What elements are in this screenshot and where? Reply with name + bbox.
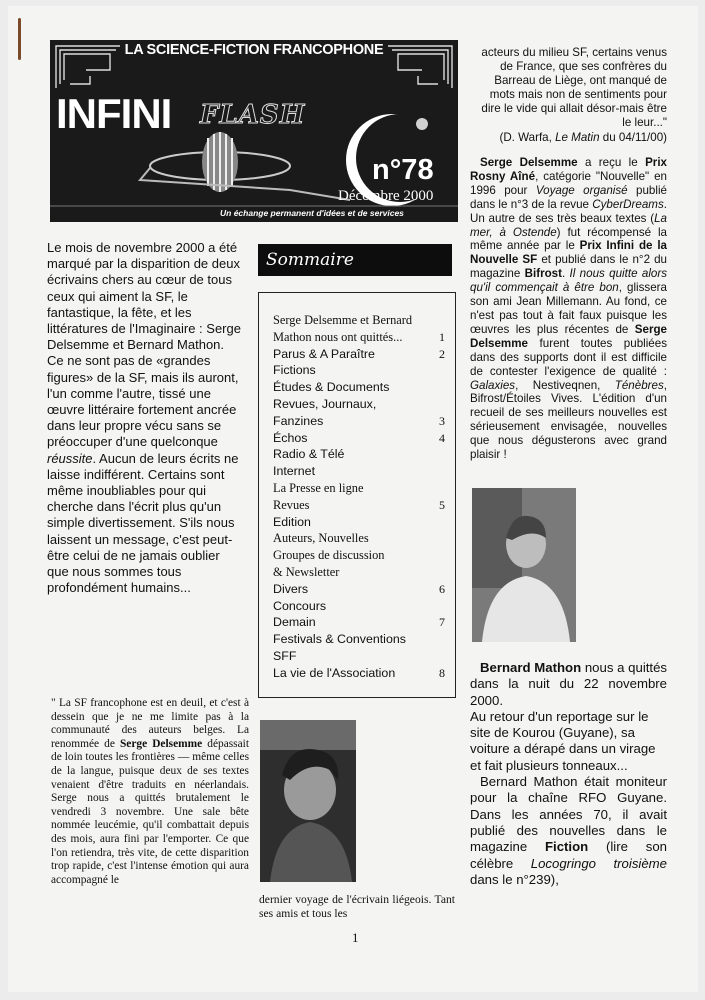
issue-date: Décembre 2000 (338, 188, 434, 204)
toc-label: Internet (273, 464, 316, 479)
toc-label: Parus & A Paraître (273, 346, 375, 361)
magazine-name: Bifrost (524, 267, 562, 281)
page-number: 1 (352, 930, 359, 945)
intro-part-1: Le mois de novembre 2000 a été marqué par la disparition de deux écrivains chers au cœur de tous ceux qui aiment la SF, le fantastique, la fête, et les littératures de l'Imaginaire : Serge Delsemme et Bernard Mathon. Ce ne sont pas de «grandes figures» de la SF, mais ils auront, l'un comme l'autre, tissé une œuvre littéraire fortement ancrée dans leur propre vécu sans se préoccuper d'une quelconque (47, 240, 241, 450)
text-run: nous a quittés dans la nuit du 22 novembre 2000. (470, 660, 667, 708)
toc-label: Radio & Télé (273, 447, 345, 462)
quote-part-1: " La SF francophone est en deuil, et c'est à dessein que je ne me limite pas à la communauté des auteurs belges. La renommée de (51, 697, 249, 750)
toc-item (273, 599, 445, 614)
toc-label: Groupes de discussion (273, 548, 385, 563)
toc-item (273, 548, 445, 563)
text-run: dans le n°239), (470, 871, 559, 887)
toc-item (273, 666, 445, 681)
delsemme-paragraph (470, 156, 667, 462)
quote-paragraph (51, 697, 249, 887)
toc-label: Échos (273, 430, 308, 445)
toc-label: Fanzines (273, 413, 324, 428)
intro-part-2: . Aucun de leurs écrits ne laisse indifférent. Certains sont même inoubliables pour qui cherche dans l'écrit plus qu'un simple divertissement. S'ils nous laissent un message, c'est peut-être celui de ne jamais oublier que nous sommes tous profondément humains... (47, 450, 239, 596)
toc-page: 2 (439, 346, 445, 361)
toc-item (273, 414, 445, 429)
mathon-paragraph-2: Au retour d'un reportage sur le site de Kourou (Guyane), sa voiture a dérapé dans un virage et fait plusieurs tonneaux... (470, 708, 656, 773)
table-of-contents (258, 292, 456, 698)
text-emphasis: Il nous quitte alors qu'il commençait à être bon (470, 267, 667, 295)
masthead-header: LA SCIENCE-FICTION FRANCOPHONE (124, 42, 384, 58)
toc-label: Auteurs, Nouvelles (273, 531, 369, 546)
toc-page: 1 (439, 329, 445, 344)
delsemme-article (470, 156, 667, 462)
text-run: (lire son célèbre (470, 839, 667, 871)
toc-item (273, 464, 445, 479)
mathon-photo (472, 488, 576, 642)
source-newspaper: Le Matin (555, 131, 600, 145)
intro-paragraph (47, 240, 243, 596)
article-name: Serge Delsemme (470, 322, 667, 350)
toc-item (273, 431, 445, 446)
toc-item (273, 615, 445, 630)
toc-label: Études & Documents (273, 380, 390, 395)
intro-text (47, 240, 243, 596)
toc-item (273, 313, 445, 328)
toc-label: Revues, Journaux, (273, 397, 377, 411)
toc-item (273, 447, 445, 462)
toc-label: & Newsletter (273, 565, 340, 579)
text-emphasis: Ténèbres (614, 378, 664, 392)
toc-item (273, 380, 445, 395)
toc-label: Serge Delsemme et Bernard (273, 313, 413, 327)
text-run: . (561, 267, 570, 281)
text-run: . Un autre de ses très beaux textes ( (470, 197, 667, 225)
text-run: publié dans le n°3 de la revue (470, 183, 667, 211)
mathon-article (470, 660, 667, 888)
toc-page: 5 (439, 497, 445, 512)
quote-source (470, 131, 667, 145)
toc-label: Festivals & Conventions (273, 632, 406, 647)
toc-label: Mathon nous ont quittés... (273, 329, 403, 344)
toc-page: 3 (439, 413, 445, 428)
text-run: et publié dans le n°2 du magazine (470, 253, 668, 281)
text-run: a reçu le (577, 156, 646, 169)
portrait-image (260, 720, 356, 882)
toc-page: 4 (439, 430, 445, 445)
text-emphasis: Locogringo troisième (530, 855, 667, 871)
toc-item (273, 498, 445, 513)
source-date: du 04/11/00) (599, 131, 667, 145)
toc-label: Divers (273, 581, 309, 596)
sommaire-heading: Sommaire (258, 244, 452, 276)
toc-item (273, 481, 445, 496)
toc-item (273, 515, 445, 530)
delsemme-photo (260, 720, 356, 882)
masthead (50, 40, 458, 222)
toc-label: Demain (273, 615, 316, 630)
toc-page: 8 (439, 665, 445, 680)
text-run: Bernard Mathon était moniteur pour la chaîne RFO Guyane. Dans les années 70, il avait publié des nouvelles dans le magazine (470, 774, 667, 855)
text-run: , catégorie "Nouvelle" en 1996 pour (470, 169, 667, 197)
warfa-quote (51, 697, 249, 887)
prize-rosny: Prix Rosny Aîné (470, 156, 667, 183)
pen-mark (18, 18, 21, 60)
intro-emphasis: réussite (47, 450, 93, 466)
toc-item (273, 347, 445, 362)
source-pre: (D. Warfa, (499, 131, 556, 145)
toc-item (273, 363, 445, 378)
toc-item (273, 632, 445, 647)
quote-part-2: dépassait de loin toutes les frontières — même celles de la langue, puisque deux de ses textes venaient d'être traduits en néerlandais. Serge nous a quittés brutalement le vendredi 3 novembre. Une sale bête nommée leucémie, qu'il combattait depuis des mois, aura fini par l'emporter. Ce que l'on retiendra, très vite, de cette disparition trop rapide, c'est l'intense émotion qui aura accompagné le (51, 737, 249, 886)
mathon-paragraph-3 (470, 774, 667, 888)
toc-label: SFF (273, 649, 297, 663)
toc-label: La Presse en ligne (273, 481, 364, 495)
toc-label: Fictions (273, 363, 316, 378)
text-run: , Nestiveqnen, (515, 378, 615, 392)
toc-label: La vie de l'Association (273, 665, 396, 680)
text-run: ) fut récompensé la même année par le (470, 225, 668, 253)
text-emphasis: Voyage organisé (535, 183, 628, 197)
toc-label: Revues (273, 497, 310, 512)
toc-page: 7 (439, 615, 445, 630)
toc-label: Edition (273, 514, 311, 529)
toc-item (273, 649, 445, 664)
masthead-tagline: Un échange permanent d'idées et de services (220, 208, 404, 218)
article-name: Serge Delsemme (480, 156, 578, 169)
toc-item (273, 397, 445, 412)
quote-end-text: acteurs du milieu SF, certains venus de France, que ses confrères du Barreau de Liège, ont manqué de mots mais non de sentiments pour dire le vide qui allait désor-mais être le leur..." (481, 46, 667, 129)
text-run: furent toutes publiées dans des supports dont il est difficile de contester l'exigence de qualité : (470, 336, 667, 378)
text-emphasis: La mer, à Ostende (470, 211, 667, 239)
masthead-title: INFINI (56, 90, 172, 137)
text-emphasis: CyberDreams (592, 197, 664, 211)
prize-infini: Prix Infini de la Nouvelle SF (470, 239, 667, 267)
toc-label: Concours (273, 598, 327, 613)
text-run: , Bifrost/Étoiles Vives. L'édition d'un recueil de ses meilleurs nouvelles est sérieusement envisagée, nouvelles que nous dégusterons avec grand plaisir ! (470, 378, 667, 462)
photo-caption: dernier voyage de l'écrivain liégeois. Tant ses amis et tous les (259, 893, 455, 921)
toc-page: 6 (439, 581, 445, 596)
quote-end (470, 46, 667, 145)
article-name: Bernard Mathon (480, 660, 582, 675)
magazine-name: Fiction (544, 839, 589, 855)
toc-item (273, 565, 445, 580)
portrait-image (472, 488, 576, 642)
quote-name: Serge Delsemme (119, 737, 203, 750)
toc-item (273, 582, 445, 597)
text-run: , glissera son ami Jean Millemann. Au fond, ce n'est pas tout à fait faux puisque les œuvres les plus récentes de (470, 281, 667, 336)
issue-number: n°78 (372, 154, 434, 186)
text-emphasis: Galaxies (470, 378, 516, 392)
masthead-flash: FLASH (200, 100, 306, 130)
mathon-paragraph-1 (470, 660, 667, 709)
toc-item (273, 330, 445, 345)
toc-item (273, 531, 445, 546)
